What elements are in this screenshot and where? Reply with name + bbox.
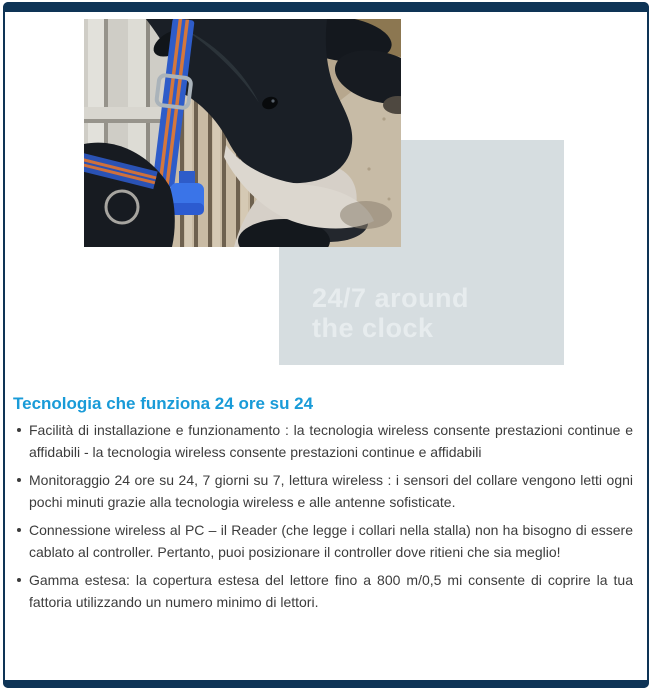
feature-item <box>13 519 633 563</box>
feature-item <box>13 469 633 513</box>
feature-item-text: Facilità di installazione e funzionamento : la tecnologia wireless consente prestazioni continue e affidabili - la tecnologia wireless consente prestazioni continue e affidabili <box>29 422 633 460</box>
section-heading: Tecnologia che funziona 24 ore su 24 <box>13 394 314 413</box>
feature-item <box>13 419 633 463</box>
feature-item <box>13 569 633 613</box>
feature-item-text: Connessione wireless al PC – il Reader (che legge i collari nella stalla) non ha bisogno di essere cablato al controller. Pertanto, puoi posizionare il controller dove ritieni che sia meglio! <box>29 522 633 560</box>
feature-item-text: Gamma estesa: la copertura estesa del lettore fino a 800 m/0,5 mi consente di coprire la tua fattoria utilizzando un numero minimo di lettori. <box>29 572 633 610</box>
tagline-text <box>312 283 469 343</box>
tagline-line-2: the clock <box>312 313 434 343</box>
cow-photo-illustration <box>84 19 401 247</box>
cow-photo <box>84 19 401 247</box>
top-accent-bar <box>3 2 649 12</box>
feature-item-text: Monitoraggio 24 ore su 24, 7 giorni su 7, lettura wireless : i sensori del collare vengono letti ogni pochi minuti grazie alla tecnologia wireless e alle antenne sofisticate. <box>29 472 633 510</box>
feature-list <box>13 419 633 619</box>
tagline-line-1: 24/7 around <box>312 283 470 313</box>
bottom-accent-bar <box>3 680 649 688</box>
